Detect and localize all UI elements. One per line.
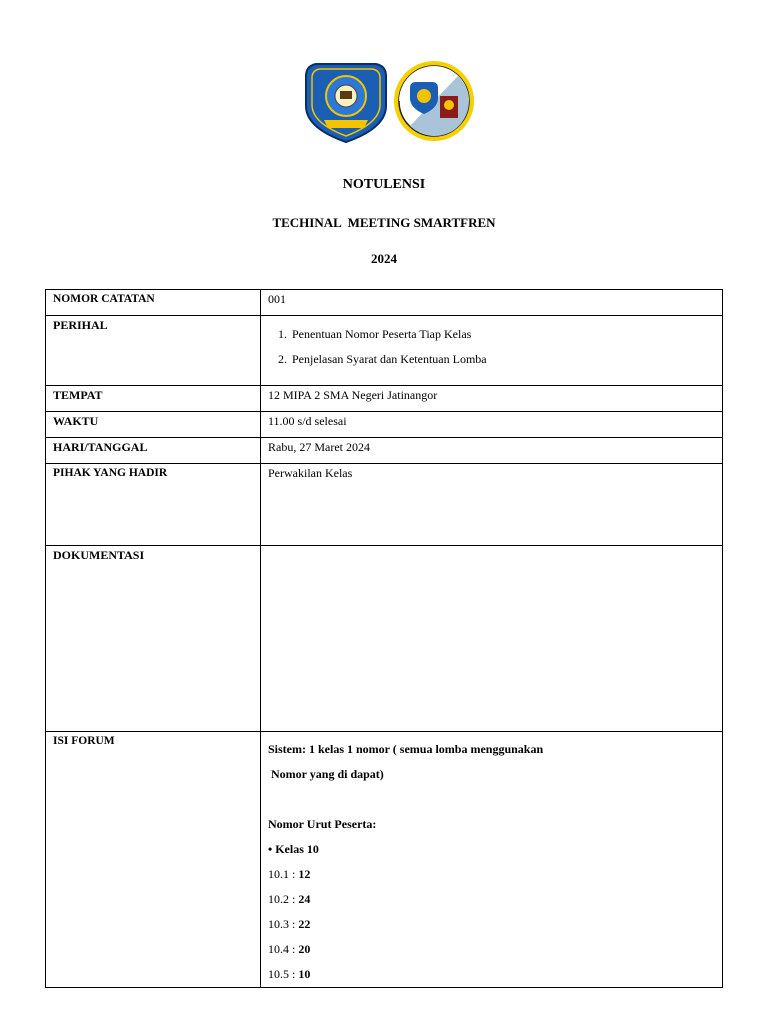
list-item (268, 887, 715, 912)
table-row (46, 386, 723, 412)
row-label: PERIHAL (46, 316, 261, 386)
list-item (268, 912, 715, 937)
minutes-table (45, 289, 723, 988)
kelas-code: 10.4 : (268, 942, 299, 956)
kelas-number: 12 (298, 867, 311, 881)
row-label: ISI FORUM (46, 732, 261, 988)
row-label: WAKTU (46, 412, 261, 438)
kelas-number: 24 (298, 892, 311, 906)
kelas-number: 10 (298, 967, 311, 981)
kelas-code: 10.1 : (268, 867, 299, 881)
perihal-list-cell (261, 316, 723, 386)
header-logos (300, 58, 480, 144)
row-value: 12 MIPA 2 SMA Negeri Jatinangor (261, 386, 723, 412)
table-row (46, 290, 723, 316)
table-row (46, 732, 723, 988)
row-value: 001 (261, 290, 723, 316)
table-row (46, 316, 723, 386)
school-crest-icon (306, 64, 386, 142)
list-item: 2. Penjelasan Syarat dan Ketentuan Lomba (290, 347, 715, 372)
list-item: 1. Penentuan Nomor Peserta Tiap Kelas (290, 322, 715, 347)
row-label: TEMPAT (46, 386, 261, 412)
page-subtitle: TECHINAL MEETING SMARTFREN (272, 215, 496, 230)
page-title: NOTULENSI (342, 177, 426, 192)
row-label: HARI/TANGGAL (46, 438, 261, 464)
row-label: DOKUMENTASI (46, 546, 261, 732)
kelas-code: 10.3 : (268, 917, 299, 931)
kelas-number: 20 (298, 942, 311, 956)
list-item (268, 962, 715, 987)
nomor-urut-heading: Nomor Urut Peserta: (268, 817, 377, 831)
row-value: Rabu, 27 Maret 2024 (261, 438, 723, 464)
table-row (46, 464, 723, 546)
page-year: 2024 (371, 251, 397, 266)
osis-seal-icon (394, 61, 474, 141)
table-row (46, 546, 723, 732)
table-row (46, 412, 723, 438)
kelas-code: 10.5 : (268, 967, 299, 981)
row-label: PIHAK YANG HADIR (46, 464, 261, 546)
row-label: NOMOR CATATAN (46, 290, 261, 316)
perihal-list (268, 322, 715, 372)
isi-forum-cell (261, 732, 723, 988)
kelas-heading: • Kelas 10 (268, 842, 319, 856)
isi-forum-content (268, 732, 715, 987)
sistem-line: Sistem: 1 kelas 1 nomor ( semua lomba menggunakan (268, 742, 544, 756)
kelas-number: 22 (298, 917, 311, 931)
table-row (46, 438, 723, 464)
row-value (261, 546, 723, 732)
list-item (268, 862, 715, 887)
row-value: 11.00 s/d selesai (261, 412, 723, 438)
list-item (268, 937, 715, 962)
sistem-line: Nomor yang di dapat) (268, 767, 384, 781)
kelas-code: 10.2 : (268, 892, 299, 906)
row-value: Perwakilan Kelas (261, 464, 723, 546)
